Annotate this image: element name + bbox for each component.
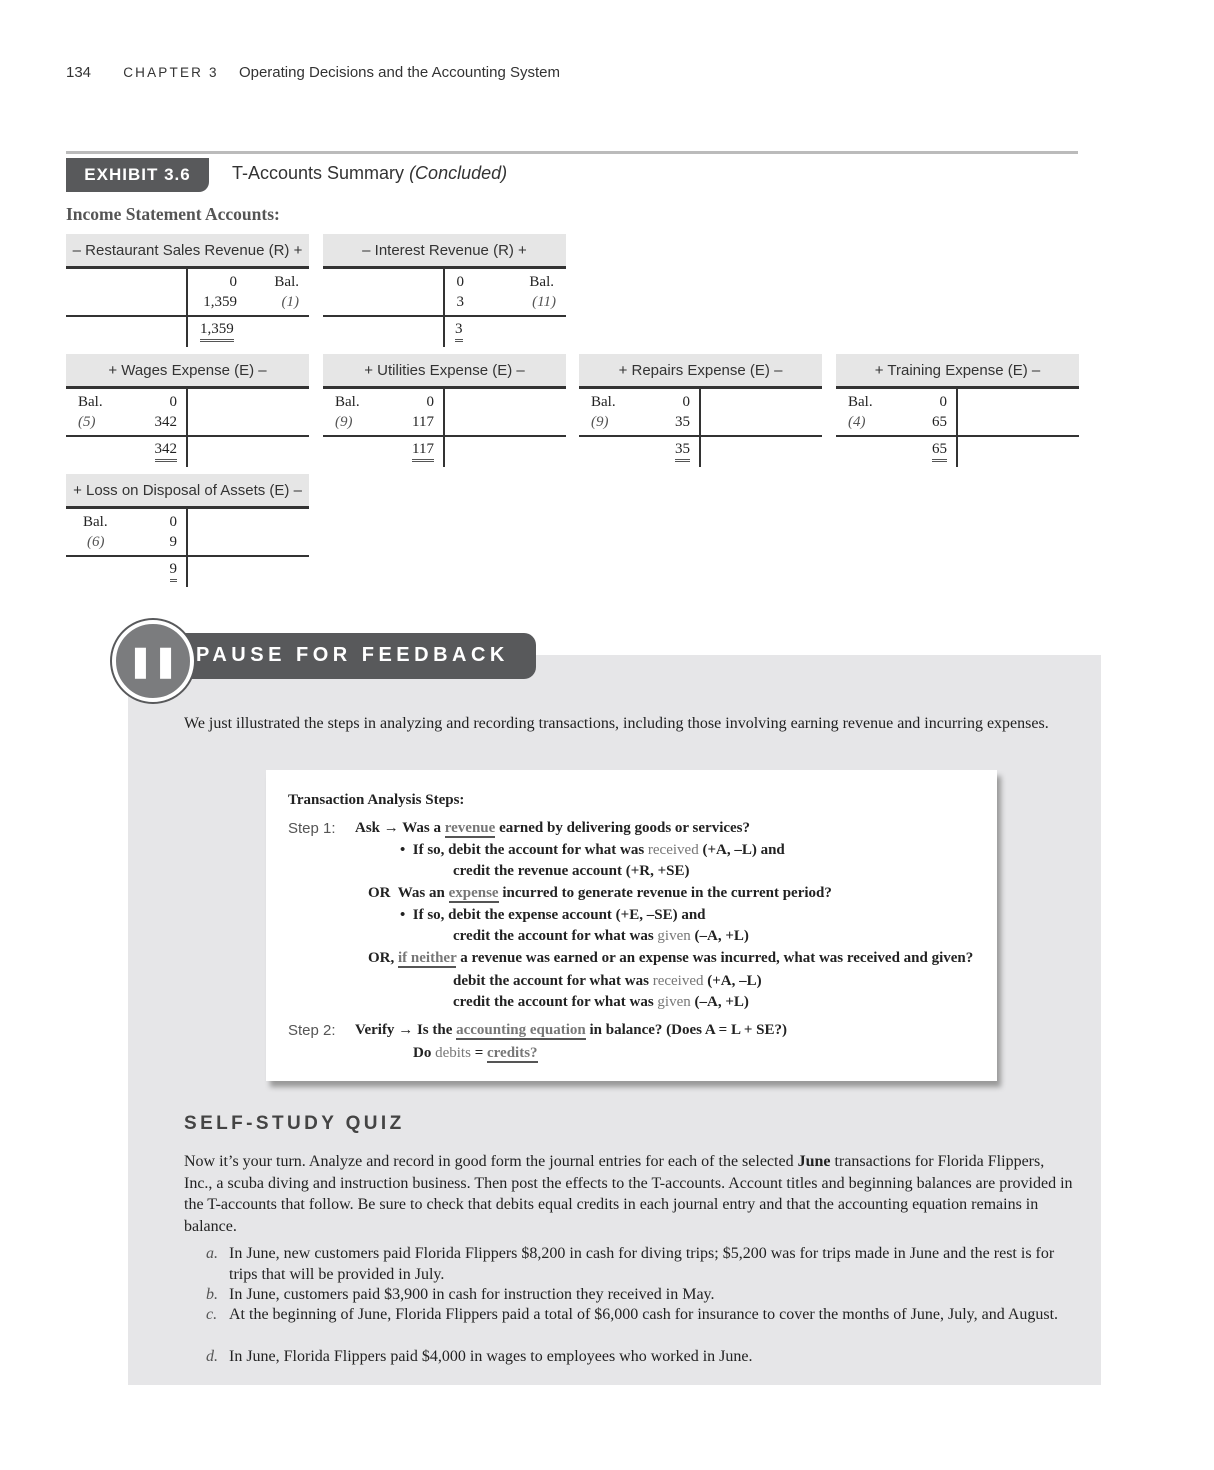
t-account-total: 117 xyxy=(412,439,434,462)
quiz-title: SELF-STUDY QUIZ xyxy=(184,1113,405,1134)
step1-question: Ask → Was a revenue earned by delivering goods or services? xyxy=(355,820,751,836)
chapter-label: CHAPTER 3 xyxy=(123,65,219,80)
t-account-wages-expense: + Wages Expense (E) – Bal. (5) 0 342 342 xyxy=(66,354,309,437)
t-account-interest-revenue: – Interest Revenue (R) + 0 3 Bal. (11) 3 xyxy=(323,234,566,317)
quiz-intro: Now it’s your turn. Analyze and record in good form the journal entries for each of the selected June transactions for Florida Flippers, Inc., a scuba diving and instruction business. Then post the effects to the T-accounts. Account titles and beginning balances are provided in the T-accounts that follow. Be sure to check that debits equal credits in each journal entry and that the accounting equation remains in balance. xyxy=(184,1153,1073,1235)
t-account-title: + Utilities Expense (E) – xyxy=(323,354,566,389)
pause-icon: ❚❚ xyxy=(127,644,179,678)
t-account-repairs-expense: + Repairs Expense (E) – Bal. (9) 0 35 35 xyxy=(579,354,822,437)
page-number: 134 xyxy=(66,64,92,81)
t-account-utilities-expense: + Utilities Expense (E) – Bal. (9) 0 117 117 xyxy=(323,354,566,437)
step1-label: Step 1: xyxy=(288,820,336,837)
section-heading: Income Statement Accounts: xyxy=(66,204,280,224)
chapter-title: Operating Decisions and the Accounting System xyxy=(238,64,560,81)
t-account-total: 35 xyxy=(675,439,690,462)
t-account-title: + Training Expense (E) – xyxy=(836,354,1079,389)
quiz-item: c. At the beginning of June, Florida Flippers paid a total of $6,000 cash for insurance to cover the months of June, July, and August. xyxy=(206,1306,1059,1323)
t-account-training-expense: + Training Expense (E) – Bal. (4) 0 65 65 xyxy=(836,354,1079,437)
t-account-total: 1,359 xyxy=(200,319,234,342)
feedback-intro: We just illustrated the steps in analyzing and recording transactions, including those involving earning revenue and incurring expenses. xyxy=(184,715,1049,732)
t-account-restaurant-sales: – Restaurant Sales Revenue (R) + 0 1,359 Bal. (1) 1,359 xyxy=(66,234,309,317)
feedback-title: PAUSE FOR FEEDBACK xyxy=(196,644,509,666)
t-account-total: 9 xyxy=(170,559,178,582)
exhibit-rule xyxy=(66,151,1078,154)
quiz-item: b. In June, customers paid $3,900 in cash for instruction they received in May. xyxy=(206,1286,715,1303)
t-account-title: – Restaurant Sales Revenue (R) + xyxy=(66,234,309,269)
t-account-total: 342 xyxy=(155,439,178,462)
t-account-divider xyxy=(186,269,188,347)
exhibit-title: T-Accounts Summary (Concluded) xyxy=(232,163,508,183)
t-account-total: 3 xyxy=(455,319,463,342)
step1-or-neither: OR, if neither a revenue was earned or an expense was incurred, what was received and given? xyxy=(368,950,974,966)
t-account-loss-on-disposal: + Loss on Disposal of Assets (E) – Bal. (6) 0 9 9 xyxy=(66,474,309,557)
steps-heading: Transaction Analysis Steps: xyxy=(288,792,465,808)
step2-question: Verify → Is the accounting equation in balance? (Does A = L + SE?) xyxy=(355,1022,788,1038)
quiz-item: d. In June, Florida Flippers paid $4,000 in wages to employees who worked in June. xyxy=(206,1348,753,1365)
t-account-title: + Repairs Expense (E) – xyxy=(579,354,822,389)
t-account-title: – Interest Revenue (R) + xyxy=(323,234,566,269)
exhibit-label: EXHIBIT 3.6 xyxy=(66,158,209,192)
t-account-divider xyxy=(443,269,445,347)
t-account-total: 65 xyxy=(932,439,947,462)
transaction-steps-box: Transaction Analysis Steps: Step 1: Ask → Was a revenue earned by delivering goods or services? • If so, debit the account for what was received (+A, –L) and credit the revenue account (+R, +SE) OR Was an expense incurred to generate revenue in the current period? • If so, debit the expense account (+E, –SE) and credit the account for what was given (–A, +L) OR, if neither a revenue was earned or an expense was incurred, what was received and given? debit the account for what was received (+A, –L) credit the account for what was given (–A, +L) Step 2: Verify → Is the accounting equation in balance? (Does A = L + SE?) Do debits = credits? xyxy=(266,770,997,1081)
quiz-item: a. In June, new customers paid Florida Flippers $8,200 in cash for diving trips; $5,200 was for trips made in June and the rest is for trips that will be provided in July. xyxy=(206,1245,1055,1283)
step2-label: Step 2: xyxy=(288,1022,336,1039)
step1-bullet: • If so, debit the account for what was received (+A, –L) and xyxy=(400,842,785,858)
t-account-title: + Loss on Disposal of Assets (E) – xyxy=(66,474,309,509)
step1-or-expense: OR Was an expense incurred to generate revenue in the current period? xyxy=(368,885,832,901)
running-header xyxy=(66,64,560,81)
t-account-title: + Wages Expense (E) – xyxy=(66,354,309,389)
